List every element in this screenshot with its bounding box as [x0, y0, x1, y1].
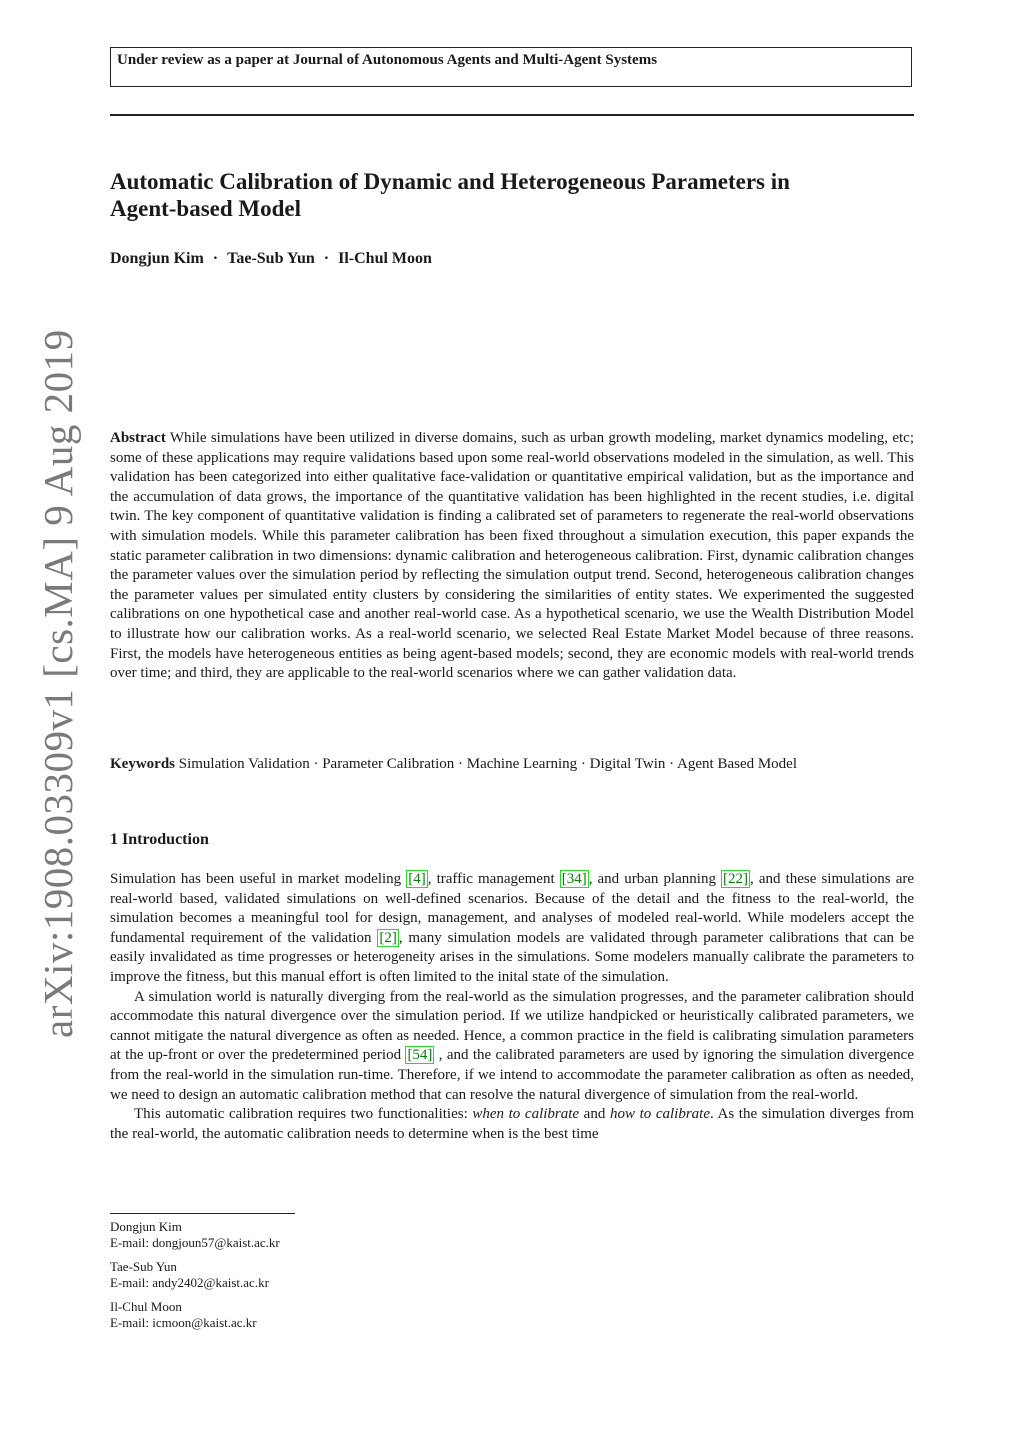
- author-separator: ·: [323, 250, 330, 267]
- author-footnotes: [110, 1219, 280, 1339]
- emphasis: how to calibrate: [609, 1106, 710, 1123]
- introduction-body: [110, 870, 914, 1144]
- footnote-email: E-mail: icmoon@kaist.ac.kr: [110, 1315, 257, 1330]
- keywords-label: Keywords: [110, 756, 175, 772]
- author-separator: ·: [212, 250, 219, 267]
- abstract: [110, 429, 914, 684]
- footnote: [110, 1259, 280, 1291]
- keywords: [110, 755, 914, 775]
- text-run: A simulation world is naturally diverging from the real-world as the simulation progresses, and the parameter calibration should accommodate this natural divergence over the simulation period. If we utilize handpicked or heuristically calibrated parameters, we cannot mitigate the natural divergence as often as needed. Hence, a common practice in the field is calibrating simulation parameters at the up-front or over the predetermined period: [110, 988, 914, 1064]
- title-line-1: Automatic Calibration of Dynamic and Heterogeneous Parameters in: [110, 169, 790, 194]
- footnote-name: Dongjun Kim: [110, 1219, 182, 1234]
- text-run: Simulation has been useful in market modeling: [110, 871, 407, 887]
- review-notice: Under review as a paper at Journal of Autonomous Agents and Multi-Agent Systems: [117, 52, 658, 68]
- footnote: [110, 1299, 280, 1331]
- text-run: , and these simulations are real-world based, validated simulations on well-defined scenarios. Because of the detail and the fitness to the real-world, the simulation becomes a meaningful tool for design, management, and analyses of modeled real-world. While modelers accept the fundamental requirement of the validation: [110, 871, 915, 946]
- footnote: [110, 1219, 280, 1251]
- citation-link[interactable]: [4]: [408, 871, 426, 887]
- arxiv-identifier: arXiv:1908.03309v1 [cs.MA] 9 Aug 2019: [35, 329, 81, 1038]
- keywords-text: Simulation Validation · Parameter Calibration · Machine Learning · Digital Twin · Agent Based Model: [178, 756, 798, 772]
- text-run: , and urban planning: [588, 871, 722, 887]
- abstract-label: Abstract: [110, 430, 166, 446]
- citation-link[interactable]: [2]: [379, 929, 397, 946]
- footnote-name: Il-Chul Moon: [110, 1299, 182, 1314]
- title-line-2: Agent-based Model: [110, 196, 302, 221]
- author-name: Dongjun Kim: [110, 250, 204, 267]
- author-list: [110, 250, 432, 268]
- text-run: and: [579, 1106, 610, 1123]
- header-rule: [110, 114, 914, 116]
- citation-link[interactable]: [54]: [407, 1047, 433, 1064]
- emphasis: when to calibrate: [472, 1106, 580, 1123]
- section-heading: 1 Introduction: [110, 831, 209, 848]
- text-run: , traffic management: [427, 871, 560, 887]
- text-run: , many simulation models are validated through parameter calibrations that can be easily invalidated as time progresses or heterogeneity arises in the simulations. Some modelers manually calibrate the parameters to improve the fitness, but this manual effort is often limited to the inital state of the simulation.: [110, 929, 914, 985]
- citation-link[interactable]: [22]: [723, 871, 749, 887]
- text-run: This automatic calibration requires two functionalities:: [134, 1106, 473, 1123]
- citation-link[interactable]: [34]: [561, 871, 587, 887]
- footnote-email: E-mail: andy2402@kaist.ac.kr: [110, 1275, 269, 1290]
- text-run: , and the calibrated parameters are used by ignoring the simulation divergence from the real-world in the simulation run-time. Therefore, if we intend to accommodate the parameter calibration as often as needed, we need to design an automatic calibration method that can resolve the natural divergence of simulation from the real-world.: [110, 1047, 914, 1103]
- abstract-text: While simulations have been utilized in diverse domains, such as urban growth modeling, market dynamics modeling, etc; some of these applications may require validations based upon some real-world observations modeled in the simulation, as well. This validation has been categorized into either qualitative face-validation or quantitative empirical validation, but as the importance and the accumulation of data grows, the importance of the quantitative validation has been highlighted in the recent studies, i.e. digital twin. The key component of quantitative validation is finding a calibrated set of parameters to regenerate the real-world observations with simulation models. While this parameter calibration has been fixed throughout a simulation execution, this paper expands the static parameter calibration in two dimensions: dynamic calibration and heterogeneous calibration. First, dynamic calibration changes the parameter values over the simulation period by reflecting the simulation output trend. Second, heterogeneous calibration changes the parameter values per simulated entity clusters by considering the similarities of entity states. We experimented the suggested calibrations on one hypothetical case and another real-world case. As a hypothetical scenario, we use the Wealth Distribution Model to illustrate how our calibration works. As a real-world scenario, we selected Real Estate Market Model because of three reasons. First, the models have heterogeneous entities as being agent-based models; second, they are economic models with real-world trends over time; and third, they are applicable to the real-world scenarios where we can gather validation data.: [110, 430, 914, 682]
- footnote-rule: [110, 1213, 295, 1214]
- author-name: Il-Chul Moon: [338, 250, 432, 267]
- footnote-email: E-mail: dongjoun57@kaist.ac.kr: [110, 1235, 280, 1250]
- paragraph: [110, 1105, 914, 1144]
- footnote-name: Tae-Sub Yun: [110, 1259, 177, 1274]
- paper-title: [110, 168, 914, 222]
- paragraph: [110, 870, 914, 988]
- text-run: . As the simulation diverges from the real-world, the automatic calibration needs to determine when is the best time: [110, 1106, 914, 1142]
- review-notice-box: [110, 47, 912, 87]
- paragraph: [110, 988, 914, 1106]
- author-name: Tae-Sub Yun: [227, 250, 315, 267]
